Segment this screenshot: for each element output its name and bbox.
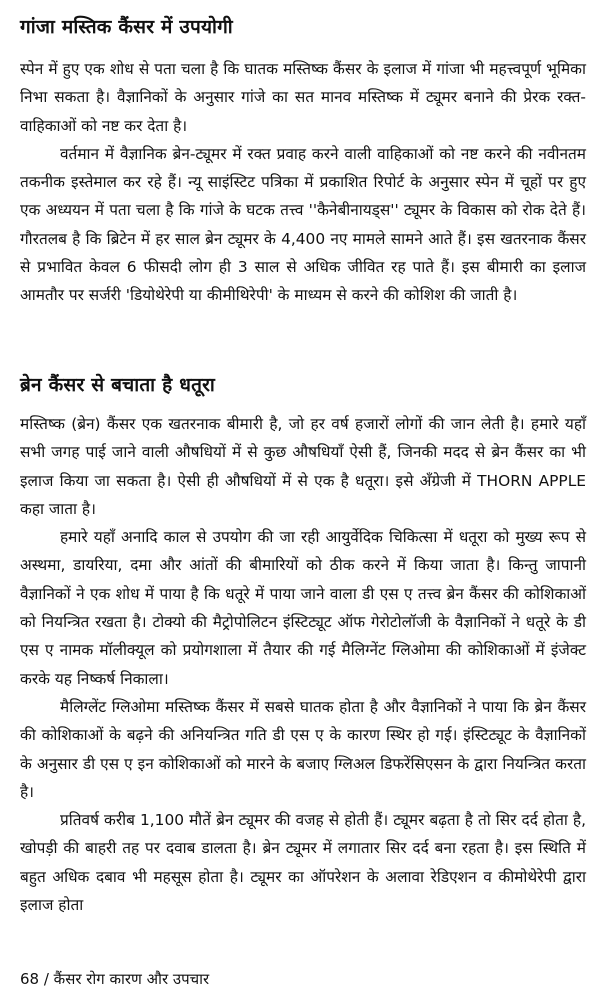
paragraph: मस्तिष्क (ब्रेन) कैंसर एक खतरनाक बीमारी है, जो हर वर्ष हजारों लोगों की जान लेती है। हमारे यहाँ सभी जगह पाई जाने वाली औषधियों में से कुछ औषधियाँ ऐसी हैं, जिनकी मदद से ब्रेन कैंसर का भी इलाज किया जा सकता है। ऐसी ही औषधियों में से एक है धतूरा। इसे अँग्रेजी में THORN APPLE कहा जाता है। <box>20 415 586 518</box>
paragraph: स्पेन में हुए एक शोध से पता चला है कि घातक मस्तिष्क कैंसर के इलाज में गांजा भी महत्त्वपूर्ण भूमिका निभा सकता है। वैज्ञानिकों के अनुसार गांजे का सत मानव मस्तिष्क में ट्यूमर बनाने की प्रेरक रक्त-वाहिकाओं को नष्ट कर देता है। <box>20 60 586 135</box>
section-heading: गांजा मस्तिक कैंसर में उपयोगी <box>20 16 233 38</box>
section-cannabis-body <box>20 55 586 310</box>
paragraph: मैलिग्लेंट ग्लिओमा मस्तिष्क कैंसर में सबसे घातक होता है और वैज्ञानिकों ने पाया कि ब्रेन कैंसर की कोशिकाओं के बढ़ने की अनियन्त्रित गति डी एस ए के कारण स्थिर हो गई। इंस्टिट्यूट के वैज्ञानिकों के अनुसार डी एस ए इन कोशिकाओं को मारने के बजाए ग्लिअल डिफरेंसिएसन के द्वारा नियन्त्रित करता है। <box>20 697 586 801</box>
page-footer: 68 / कैंसर रोग कारण और उपचार <box>20 970 210 988</box>
section-datura-body <box>20 410 586 919</box>
section-datura <box>20 372 586 398</box>
section-cannabis <box>20 14 586 40</box>
paragraph: वर्तमान में वैज्ञानिक ब्रेन-ट्यूमर में रक्त प्रवाह करने वाली वाहिकाओं को नष्ट करने की नवीनतम तकनीक इस्तेमाल कर रहे हैं। न्यू साइंस्टिट पत्रिका में प्रकाशित रिपोर्ट के अनुसार स्पेन में चूहों पर हुए एक अध्ययन में पता चला है कि गांजे के घटक तत्त्व ''कैनेबीनायड्स'' ट्यूमर के विकास को रोक देते हैं। गौरतलब है कि ब्रिटेन में हर साल ब्रेन ट्यूमर के 4,400 नए मामले सामने आते हैं। इस खतरनाक कैंसर से प्रभावित केवल 6 फीसदी लोग ही 3 साल से अधिक जीवित रह पाते हैं। इस बीमारी का इलाज आमतौर पर सर्जरी 'डियोथेरेपी या कीमीथिरेपी' के माध्यम से करने की कोशिश की जाती है। <box>20 144 586 305</box>
paragraph: प्रतिवर्ष करीब 1,100 मौतें ब्रेन ट्यूमर की वजह से होती हैं। ट्यूमर बढ़ता है तो सिर दर्द होता है, खोपड़ी की बाहरी तह पर दवाब डालता है। ब्रेन ट्यूमर में लगातार सिर दर्द बना रहता है। इस स्थिति में बहुत अधिक दबाव भी महसूस होता है। ट्यूमर का ऑपरेशन के अलावा रेडिएशन व कीमोथेरेपी द्वारा इलाज होता <box>20 811 586 915</box>
section-heading: ब्रेन कैंसर से बचाता है धतूरा <box>20 374 216 396</box>
paragraph: हमारे यहाँ अनादि काल से उपयोग की जा रही आयुर्वेदिक चिकित्सा में धतूरा को मुख्य रूप से अस्थमा, डायरिया, दमा और आंतों की बीमारियों को ठीक करने में किया जाता है। किन्तु जापानी वैज्ञानिकों ने एक शोध में पाया है कि धतूरे में पाया जाने वाला डी एस ए तत्त्व ब्रेन कैंसर की कोशिकाओं को नियन्त्रित रखता है। टोक्यो की मैट्रोपोलिटन इंस्टिट्यूट ऑफ गेरोटोलॉजी के वैज्ञानिकों ने धतूरे के डी एस ए नामक मॉलीक्यूल को प्रयोगशाला में तैयार की गई मैलिग्नेंट ग्लिओमा की कोशिकाओं में इंजेक्ट करके यह निष्कर्ष निकाला। <box>20 528 586 688</box>
